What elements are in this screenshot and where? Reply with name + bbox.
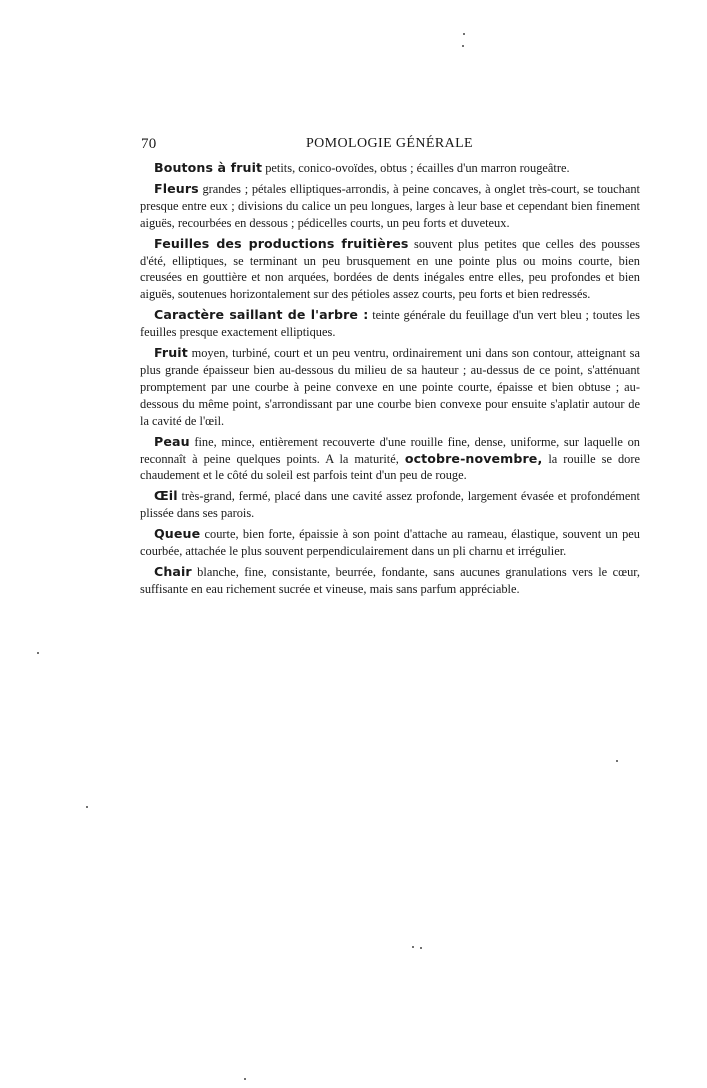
page-header xyxy=(141,136,638,156)
term-chair: Chair xyxy=(154,563,192,579)
text-queue: courte, bien forte, épaissie à son point d'attache au rameau, élastique, souvent un peu courbée, attachée le plus souvent perpendiculairement dans un pli charnu et irrégulier. xyxy=(140,527,640,559)
paragraph-feuilles xyxy=(140,236,640,304)
text-boutons: petits, conico-ovoïdes, obtus ; écailles d'un marron rougeâtre. xyxy=(262,161,570,175)
paragraph-queue xyxy=(140,526,640,560)
text-chair: blanche, fine, consistante, beurrée, fondante, sans aucunes granulations vers le cœur, suffisante en eau richement sucrée et vineuse, mais sans parfum appréciable. xyxy=(140,564,640,596)
term-queue: Queue xyxy=(154,526,201,542)
scan-speck xyxy=(463,33,465,35)
page-number: 70 xyxy=(141,136,157,152)
term-fruit: Fruit xyxy=(154,345,188,361)
paragraph-caractere xyxy=(140,307,640,341)
paragraph-oeil xyxy=(140,488,640,522)
term-oeil: Œil xyxy=(154,488,178,504)
text-peau: fine, mince, entièrement recouverte d'une rouille fine, dense, uniforme, sur laquelle on reconnaît à peine quelques points. A la maturité, xyxy=(140,434,640,466)
paragraph-peau xyxy=(140,434,640,485)
paragraph-fleurs xyxy=(140,181,640,232)
scan-speck xyxy=(86,806,88,808)
scan-speck xyxy=(37,652,39,654)
term-peau: Peau xyxy=(154,433,190,449)
pear-description xyxy=(140,160,640,602)
paragraph-chair xyxy=(140,564,640,598)
paragraph-boutons xyxy=(140,160,640,177)
text-peau-end: la rouille se dore chaudement et le côté du soleil est parfois teint d'un peu de rouge. xyxy=(140,451,640,483)
running-title: POMOLOGIE GÉNÉRALE xyxy=(305,136,474,151)
term-caractere: Caractère saillant de l'arbre : xyxy=(154,307,369,323)
term-fleurs: Fleurs xyxy=(154,180,199,196)
scan-speck xyxy=(462,45,464,47)
paragraph-fruit xyxy=(140,345,640,430)
text-fruit: moyen, turbiné, court et un peu ventru, ordinairement uni dans son contour, atteignant sa plus grande épaisseur bien au-dessous du milieu de sa hauteur ; au-dessus de ce point, s'atténuant promptement par une courbe à peine convexe en une pointe courte, épaisse et bien obtuse ; au-dessous du même point, s'arrondissant par une courbe bien convexe pour ensuite s'aplatir autour de la cavité de l'œil. xyxy=(140,346,640,428)
term-boutons: Boutons à fruit xyxy=(154,160,263,175)
text-caractere: teinte générale du feuillage d'un vert bleu ; toutes les feuilles presque exactement elliptiques. xyxy=(140,308,640,340)
text-feuilles: souvent plus petites que celles des pousses d'été, elliptiques, se terminant un peu brusquement en une pointe plus ou moins courte, bien creusées en gouttière et non arquées, bordées de dents inégales entre elles, peu profondes et bien aiguës, soutenues horizontalement sur des pétioles assez courts, peu forts et bien redressés. xyxy=(140,236,640,302)
scan-speck xyxy=(244,1078,246,1080)
text-fleurs: grandes ; pétales elliptiques-arrondis, à peine concaves, à onglet très-court, se touchant presque entre eux ; divisions du calice un peu longues, larges à leur base et cependant bien finement aiguës, recourbées en dessous ; pédicelles courts, un peu forts et duveteux. xyxy=(140,181,640,230)
term-feuilles: Feuilles des productions fruitières xyxy=(154,235,409,251)
term-maturite: octobre-novembre, xyxy=(404,450,543,466)
scan-speck xyxy=(412,946,414,948)
text-oeil: très-grand, fermé, placé dans une cavité assez profonde, largement évasée et profondément plissée dans ses parois. xyxy=(140,489,640,521)
scan-speck xyxy=(616,760,618,762)
scan-speck xyxy=(420,947,422,949)
